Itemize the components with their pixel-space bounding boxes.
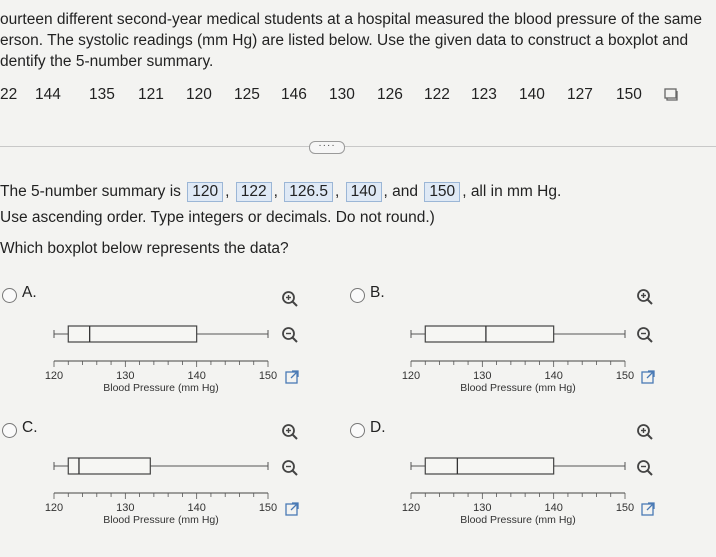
open-new-window-icon[interactable]	[284, 501, 300, 517]
copy-data-icon[interactable]	[663, 86, 679, 102]
question-line-3: dentify the 5-number summary.	[0, 53, 214, 70]
zoom-in-icon[interactable]	[636, 288, 654, 306]
option-b-label[interactable]: B.	[370, 284, 385, 301]
x-tick-label: 140	[544, 370, 563, 382]
zoom-in-icon[interactable]	[636, 423, 654, 441]
data-value: 146	[281, 86, 307, 103]
x-tick-label: 130	[473, 502, 492, 514]
x-axis-title: Blood Pressure (mm Hg)	[103, 382, 219, 394]
option-a-label[interactable]: A.	[22, 284, 37, 301]
zoom-out-icon[interactable]	[281, 326, 299, 344]
data-value: 125	[234, 86, 260, 103]
radio-option-d[interactable]	[350, 423, 365, 438]
data-value: 120	[186, 86, 212, 103]
data-value: 123	[471, 86, 497, 103]
x-tick-label: 140	[187, 370, 206, 382]
data-value: 140	[519, 86, 545, 103]
summary-suffix: all in mm Hg.	[470, 183, 562, 200]
data-value: 122	[424, 86, 450, 103]
x-axis-title: Blood Pressure (mm Hg)	[460, 514, 576, 526]
section-divider	[0, 146, 716, 147]
data-value: 126	[377, 86, 403, 103]
boxplot-prompt: Which boxplot below represents the data?	[0, 240, 289, 257]
data-value: 135	[89, 86, 115, 103]
summary-prefix: The 5-number summary is	[0, 183, 181, 200]
x-tick-label: 120	[401, 502, 421, 514]
radio-option-b[interactable]	[350, 288, 365, 303]
question-line-1: ourteen different second-year medical students at a hospital measured the blood pressure of the same	[0, 11, 702, 28]
x-tick-label: 120	[44, 502, 64, 514]
boxplot-a	[40, 305, 290, 395]
open-new-window-icon[interactable]	[284, 369, 300, 385]
answer-median[interactable]: 126.5	[284, 182, 333, 202]
data-value: 127	[567, 86, 593, 103]
answer-q1[interactable]: 122	[236, 182, 272, 202]
option-d-label[interactable]: D.	[370, 419, 386, 436]
x-tick-label: 150	[258, 370, 278, 382]
x-tick-label: 150	[258, 502, 278, 514]
x-tick-label: 150	[615, 370, 635, 382]
five-number-summary: The 5-number summary is 120 , 122 , 126.5 , 140 , and 150 , all in mm Hg.	[0, 183, 562, 200]
option-c-label[interactable]: C.	[22, 419, 38, 436]
iqr-box	[425, 326, 553, 342]
more-button[interactable]: ····	[309, 141, 345, 154]
x-tick-label: 130	[473, 370, 492, 382]
zoom-out-icon[interactable]	[636, 326, 654, 344]
x-tick-label: 120	[401, 370, 421, 382]
data-value: 130	[329, 86, 355, 103]
question-line-2: erson. The systolic readings (mm Hg) are listed below. Use the given data to construct a boxplot and	[0, 32, 689, 49]
answer-q3[interactable]: 140	[346, 182, 382, 202]
open-new-window-icon[interactable]	[640, 501, 656, 517]
x-axis-title: Blood Pressure (mm Hg)	[103, 514, 219, 526]
radio-option-c[interactable]	[2, 423, 17, 438]
x-tick-label: 140	[187, 502, 206, 514]
answer-max[interactable]: 150	[424, 182, 460, 202]
open-new-window-icon[interactable]	[640, 369, 656, 385]
boxplot-d	[397, 437, 647, 527]
boxplot-b	[397, 305, 647, 395]
summary-instruction: Use ascending order. Type integers or decimals. Do not round.)	[0, 209, 435, 226]
iqr-box	[425, 458, 553, 474]
zoom-in-icon[interactable]	[281, 423, 299, 441]
boxplot-c	[40, 437, 290, 527]
data-value: 150	[616, 86, 642, 103]
x-tick-label: 130	[116, 370, 135, 382]
x-tick-label: 140	[544, 502, 563, 514]
zoom-out-icon[interactable]	[281, 459, 299, 477]
zoom-out-icon[interactable]	[636, 459, 654, 477]
answer-min[interactable]: 120	[187, 182, 223, 202]
zoom-in-icon[interactable]	[281, 290, 299, 308]
data-value: 144	[35, 86, 61, 103]
x-tick-label: 130	[116, 502, 135, 514]
x-tick-label: 150	[615, 502, 635, 514]
iqr-box	[68, 458, 150, 474]
data-value: 22	[0, 86, 18, 103]
x-axis-title: Blood Pressure (mm Hg)	[460, 382, 576, 394]
iqr-box	[68, 326, 196, 342]
data-value: 121	[138, 86, 164, 103]
x-tick-label: 120	[44, 370, 64, 382]
radio-option-a[interactable]	[2, 288, 17, 303]
